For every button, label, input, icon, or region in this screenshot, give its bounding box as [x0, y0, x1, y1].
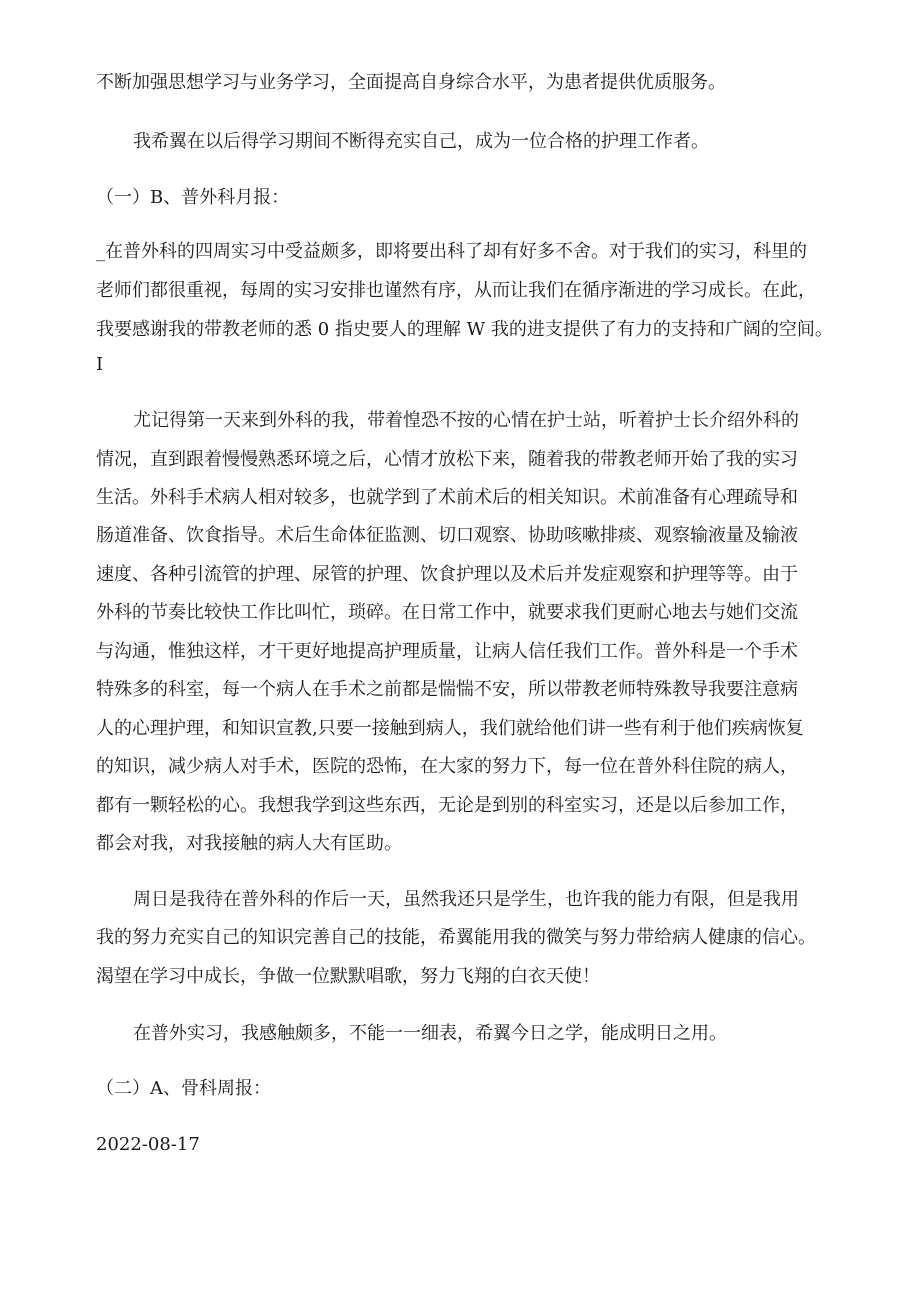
text-line: 周日是我待在普外科的作后一天，虽然我还只是学生，也许我的能力有限，但是我用 [133, 889, 799, 910]
text-line: I [96, 354, 104, 375]
text-line: 我希翼在以后得学习期间不断得充实自己，成为一位合格的护理工作者。 [133, 131, 709, 152]
text-line: 速度、各种引流管的护理、尿管的护理、饮食护理以及术后并发症观察和护理等等。由于 [96, 564, 798, 585]
section-heading: （二）A、骨科周报： [96, 1078, 271, 1099]
text-line: 不断加强思想学习与业务学习，全面提高自身综合水平，为患者提供优质服务。 [96, 72, 726, 93]
text-line: _在普外科的四周实习中受益颇多，即将要出科了却有好多不舍。对于我们的实习，科里的 [96, 241, 807, 262]
text-line: 人的心理护理，和知识宣教,只要一接触到病人，我们就给他们讲一些有利于他们疾病恢复 [96, 718, 804, 739]
text-line: 我的努力充实自己的知识完善自己的技能，希翼能用我的微笑与努力带给病人健康的信心。 [96, 927, 816, 948]
date-line: 2022-08-17 [96, 1134, 200, 1155]
text-line: 老师们都很重视，每周的实习安排也谨然有序，从而让我们在循序渐进的学习成长。在此， [96, 280, 816, 301]
section-heading: （一）B、普外科月报： [96, 187, 290, 208]
text-line: 与沟通，惟独这样，才干更好地提高护理质量，让病人信任我们工作。普外科是一个手术 [96, 641, 798, 662]
text-line: 外科的节奏比较快工作比叫忙，琐碎。在日常工作中，就要求我们更耐心地去与她们交流 [96, 602, 798, 623]
text-line: 的知识，减少病人对手术，医院的恐怖，在大家的努力下，每一位在普外科住院的病人， [96, 756, 798, 777]
text-line: 渴望在学习中成长，争做一位默默唱歌，努力飞翔的白衣天使！ [96, 966, 600, 987]
text-line: 在普外实习，我感触颇多，不能一一细表，希翼今日之学，能成明日之用。 [133, 1023, 727, 1044]
text-line: 情况，直到跟着慢慢熟悉环境之后，心情才放松下来，随着我的带教老师开始了我的实习 [96, 449, 798, 470]
text-line: 生活。外科手术病人相对较多，也就学到了术前术后的相关知识。术前准备有心理疏导和 [96, 487, 798, 508]
text-line: 都会对我，对我接触的病人大有匡助。 [96, 833, 402, 854]
text-line: 肠道准备、饮食指导。术后生命体征监测、切口观察、协助咳嗽排痰、观察输液量及输液 [96, 525, 798, 546]
text-line: 都有一颗轻松的心。我想我学到这些东西，无论是到别的科室实习，还是以后参加工作， [96, 795, 798, 816]
text-line: 尤记得第一天来到外科的我，带着惶恐不按的心情在护士站，听着护士长介绍外科的 [133, 410, 799, 431]
text-line: 特殊多的科室，每一个病人在手术之前都是惴惴不安，所以带教老师特殊教导我要注意病 [96, 679, 798, 700]
text-line: 我要感谢我的带教老师的悉 0 指史要人的理解 W 我的进支提供了有力的支持和广阔的空间。 [96, 319, 833, 340]
